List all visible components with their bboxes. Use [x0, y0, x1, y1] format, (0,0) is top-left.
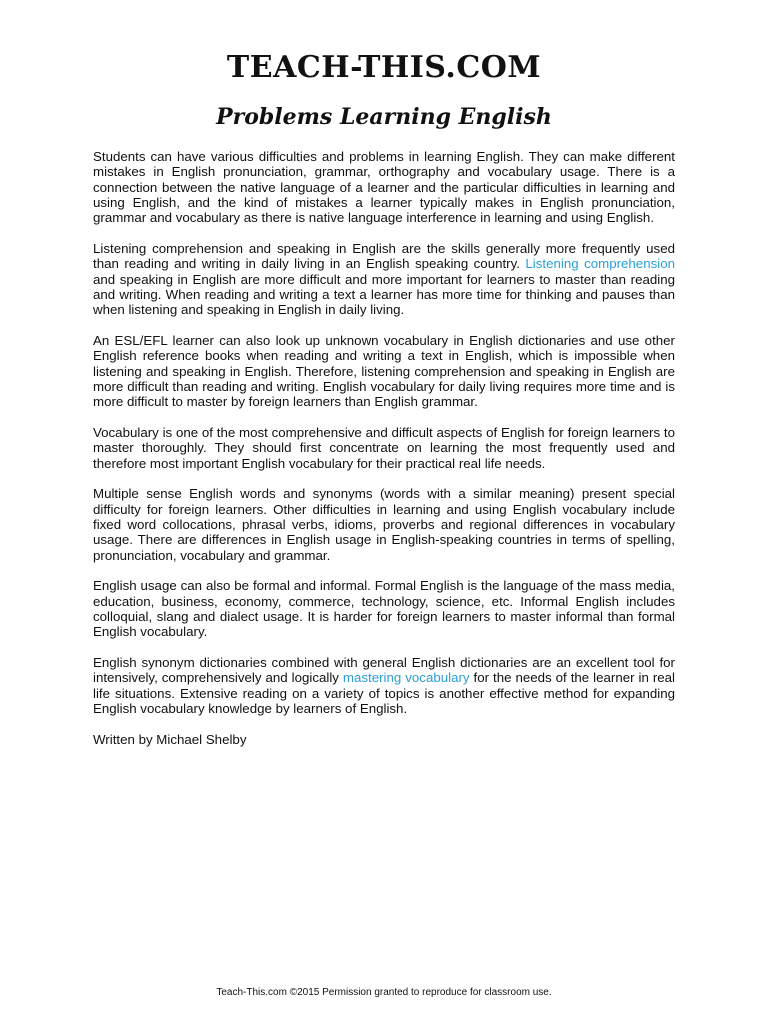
paragraph-2-text-start: Listening comprehension and speaking in English are the skills generally more frequently used than reading and writing in daily living in an English speaking country.: [93, 240, 675, 272]
paragraph-6: English usage can also be formal and informal. Formal English is the language of the mass media, education, business, economy, commerce, technology, science, etc. Informal English includes colloquial, slang and dialect usage. It is harder for foreign learners to master informal than formal English vocabulary.: [93, 578, 675, 640]
paragraph-5: Multiple sense English words and synonyms (words with a similar meaning) present special difficulty for foreign learners. Other difficulties in learning and using English vocabulary include fixed word collocations, phrasal verbs, idioms, proverbs and regional differences in vocabulary usage. There are differences in English usage in English-speaking countries in terms of spelling, pronunciation, vocabulary and grammar.: [93, 486, 675, 563]
article-body: [93, 149, 675, 763]
page-title: Problems Learning English: [216, 104, 552, 130]
paragraph-7: [93, 655, 675, 716]
paragraph-2: [93, 241, 675, 317]
mastering-vocabulary-link[interactable]: mastering vocabulary: [342, 670, 470, 686]
paragraph-7-text-start: English synonym dictionaries combined with general English dictionaries are an excellent tool for intensively, comprehensively and logically: [93, 655, 675, 686]
footer-copyright: Teach-This.com ©2015 Permission granted to reproduce for classroom use.: [216, 987, 552, 998]
paragraph-7-text-end: for the needs of the learner in real life situations. Extensive reading on a variety of topics is another effective method for expanding English vocabulary knowledge by learners of English.: [93, 670, 675, 716]
site-title: TEACH-THIS.COM: [226, 50, 542, 85]
paragraph-2-text-end: and speaking in English are more difficult and more important for learners to master than reading and writing. When reading and writing a text a learner has more time for thinking and pauses than when listening and speaking in English in daily living.: [93, 271, 675, 318]
paragraph-1: Students can have various difficulties and problems in learning English. They can make different mistakes in English pronunciation, grammar, orthography and vocabulary usage. There is a connection between the native language of a learner and the particular difficulties in learning and using English, and the kind of mistakes a learner typically makes in English pronunciation, grammar and vocabulary as there is native language interference in learning and using English.: [93, 149, 675, 226]
paragraph-3: An ESL/EFL learner can also look up unknown vocabulary in English dictionaries and use other English reference books when reading and writing a text in English, which is impossible when listening and speaking in English. Therefore, listening comprehension and speaking in English are more difficult than reading and writing. English vocabulary for daily living requires more time and is more difficult to master by foreign learners than English grammar.: [93, 332, 675, 410]
author-byline: Written by Michael Shelby: [93, 731, 247, 747]
paragraph-4: Vocabulary is one of the most comprehensive and difficult aspects of English for foreign learners to master thoroughly. They should first concentrate on learning the most frequently used and therefore most important English vocabulary for their practical real life needs.: [93, 424, 675, 471]
listening-comprehension-link[interactable]: Listening comprehension: [525, 256, 675, 272]
